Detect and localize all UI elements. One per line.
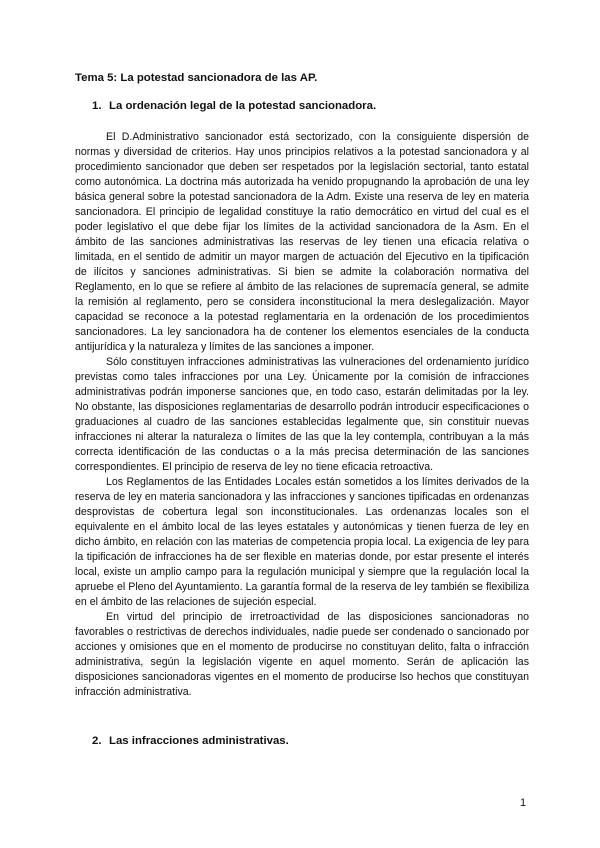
paragraph: En virtud del principio de irretroactividad de las disposiciones sancionadoras no favorables o restrictivas de derechos individuales, nadie puede ser condenado o sancionado por acciones y omisiones que en el momento de producirse no constituyan delito, falta o infracción administrativa, según la legislación vigente en aquel momento. Serán de aplicación las disposiciones sancionadoras vigentes en el momento de producirse lso hechos que constituyan infracción administrativa.	[75, 611, 529, 698]
document-title: Tema 5: La potestad sancionadora de las AP.	[75, 72, 318, 84]
section-title: Las infracciones administrativas.	[109, 735, 289, 747]
section-title: La ordenación legal de la potestad sancionadora.	[109, 100, 377, 112]
page-number: 1	[520, 797, 527, 809]
section-number: 2.	[92, 735, 102, 747]
paragraph: Sólo constituyen infracciones administrativas las vulneraciones del ordenamiento jurídico previstas como tales infracciones por una Ley. Únicamente por la comisión de infracciones administrativas podrán imponerse sanciones que, en todo caso, estarán delimitadas por la ley. No obstante, las disposiciones reglamentarias de desarrollo podrán introducir especificaciones o graduaciones al cuadro de las sanciones establecidas legalmente que, sin constituir nuevas infracciones ni alterar la naturaleza o límites de las que la ley contempla, contribuyan a la más correcta identificación de las conductas o a la más precisa determinación de las sanciones correspondientes. El principio de reserva de ley no tiene eficacia retroactiva.	[75, 356, 529, 473]
section-heading-1	[92, 100, 376, 112]
section-body	[75, 130, 529, 700]
paragraph: Los Reglamentos de las Entidades Locales están sometidos a los límites derivados de la reserva de ley en materia sancionadora y las infracciones y sanciones tipificadas en ordenanzas desprovistas de cobertura legal son inconstitucionales. Las ordenanzas locales son el equivalente en el ámbito local de las leyes estatales y autonómicas y tienen fuerza de ley en dicho ámbito, en relación con las materias de competencia propia local. La exigencia de ley para la tipificación de infracciones ha de ser flexible en materias donde, por estar presente el interés local, existe un amplio campo para la regulación municipal y siempre que la regulación local la apruebe el Pleno del Ayuntamiento. La garantía formal de la reserva de ley también se flexibiliza en el ámbito de las relaciones de sujeción especial.	[75, 476, 529, 608]
section-heading-2	[92, 735, 289, 747]
paragraph: El D.Administrativo sancionador está sectorizado, con la consiguiente dispersión de normas y diversidad de criterios. Hay unos principios relativos a la potestad sancionadora y al procedimiento sancionador que deben ser respetados por la legislación sectorial, tanto estatal como autonómica. La doctrina más autorizada ha venido propugnando la aprobación de una ley básica general sobre la potestad sancionadora de la Adm. Existe una reserva de ley en materia sancionadora. El principio de legalidad constituye la ratio democrático en virtud del cual es el poder legislativo el que debe fijar los límites de la actividad sancionadora de la Asm. En el ámbito de las sanciones administrativas las reservas de ley tienen una eficacia relativa o limitada, en el sentido de admitir un mayor margen de actuación del Ejecutivo en la tipificación de ilícitos y sanciones administrativas. Si bien se admite la colaboración normativa del Reglamento, en lo que se refiere al ámbito de las relaciones de supremacía general, se admite la remisión al reglamento, pero se considera inconstitucional la mera deslegalización. Mayor capacidad se reconoce a la potestad reglamentaria en la ordenación de los procedimientos sancionadores. La ley sancionadora ha de contener los elementos esenciales de la conducta antijurídica y la naturaleza y límites de las sanciones a imponer.	[75, 131, 529, 353]
section-number: 1.	[92, 100, 102, 112]
